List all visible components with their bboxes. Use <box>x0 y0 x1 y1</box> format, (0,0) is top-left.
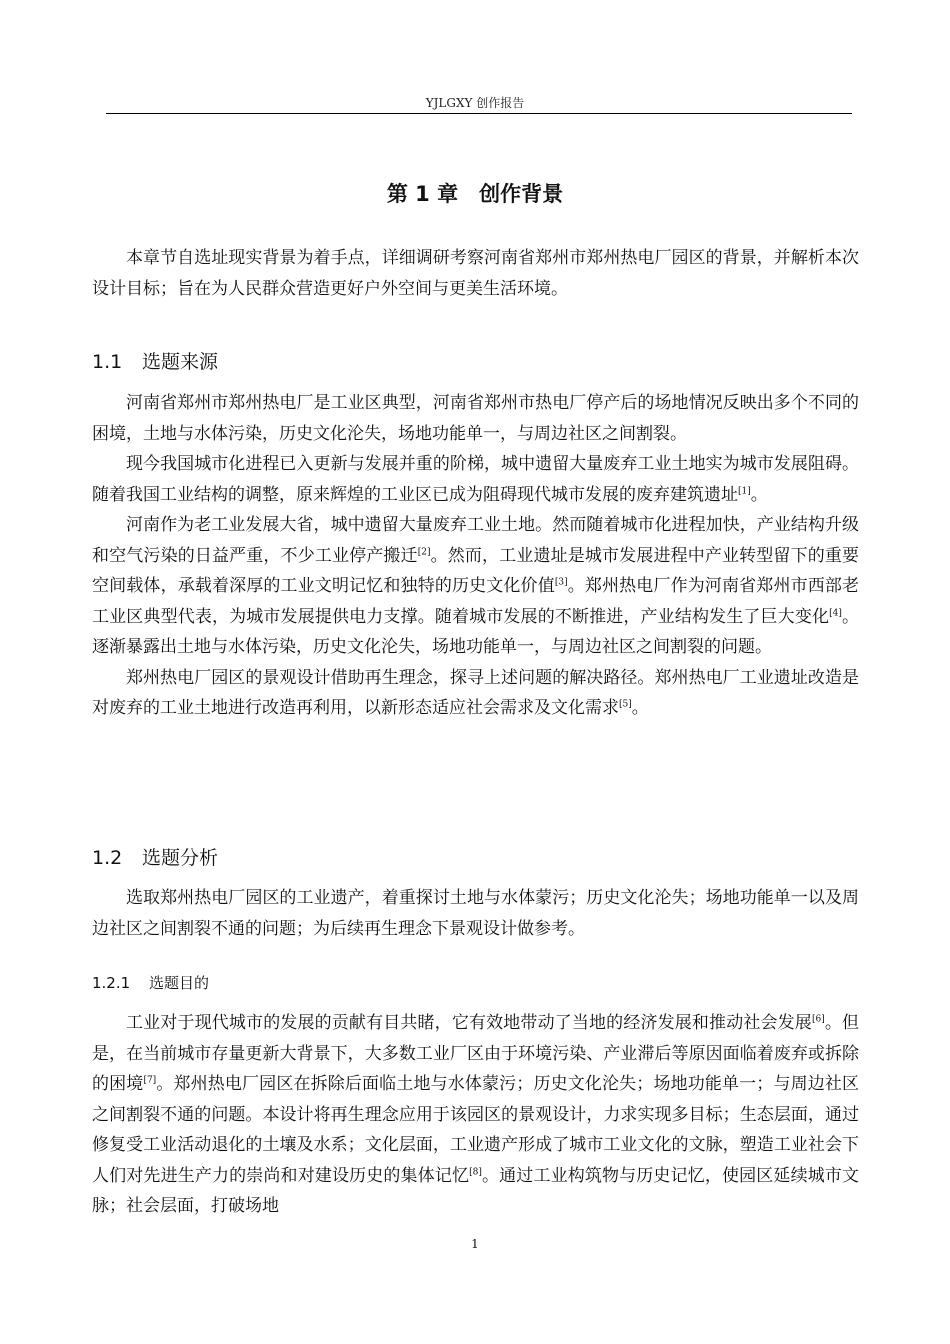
intro-paragraph: 本章节自选址现实背景为着手点，详细调研考察河南省郑州市郑州热电厂园区的背景，并解析本次设计目标；旨在为人民群众营造更好户外空间与更美生活环境。 <box>92 248 859 299</box>
section-number: 1.2 <box>92 847 123 869</box>
subsection-title: 选题目的 <box>149 974 210 992</box>
paragraph: 河南作为老工业发展大省，城中遗留大量废弃工业土地。然而随着城市化进程加快，产业结构升级和空气污染的日益严重，不少工业停产搬迁[2]。然而，工业遗址是城市发展进程中产业转型留下的重要空间载体，承载着深厚的工业文明记忆和独特的历史文化价值[3]。郑州热电厂作为河南省郑州市西部老工业区典型代表，为城市发展提供电力支撑。随着城市发展的不断推进，产业结构发生了巨大变化[4]。逐渐暴露出土地与水体污染，历史文化沦失，场地功能单一，与周边社区之间割裂的问题。 <box>92 515 860 657</box>
citation: [2] <box>417 546 431 557</box>
section-number: 1.1 <box>92 351 123 373</box>
section-1-2-body <box>92 883 859 944</box>
intro-block <box>92 243 859 304</box>
section-1-2-1-body <box>92 1008 859 1222</box>
subsection-heading-1-2-1 <box>92 972 209 993</box>
section-title: 选题来源 <box>142 351 219 373</box>
paragraph: 郑州热电厂园区的景观设计借助再生理念，探寻上述问题的解决路径。郑州热电厂工业遗址改造是对废弃的工业土地进行改造再利用，以新形态适应社会需求及文化需求[5]。 <box>92 667 859 718</box>
citation: [7] <box>143 1075 157 1086</box>
page-number: 1 <box>471 1237 479 1251</box>
section-1-1-body <box>92 388 859 724</box>
citation: [1] <box>738 485 751 496</box>
citation: [5] <box>619 699 632 710</box>
citation: [8] <box>469 1166 482 1177</box>
citation: [3] <box>554 577 568 588</box>
paragraph: 选取郑州热电厂园区的工业遗产，着重探讨土地与水体蒙污；历史文化沦失；场地功能单一以及周边社区之间割裂不通的问题；为后续再生理念下景观设计做参考。 <box>92 888 859 939</box>
section-heading-1-2 <box>92 843 218 870</box>
section-title: 选题分析 <box>142 847 219 869</box>
citation: [6] <box>811 1014 825 1025</box>
section-heading-1-1 <box>92 347 218 374</box>
subsection-number: 1.2.1 <box>92 974 131 992</box>
running-header: YJLGXY 创作报告 <box>425 96 525 110</box>
paragraph: 河南省郑州市郑州热电厂是工业区典型，河南省郑州市热电厂停产后的场地情况反映出多个不同的困境，土地与水体污染，历史文化沦失，场地功能单一，与周边社区之间割裂。 <box>92 393 859 444</box>
chapter-title: 第 1 章 创作背景 <box>386 182 564 206</box>
paragraph: 工业对于现代城市的发展的贡献有目共睹，它有效地带动了当地的经济发展和推动社会发展[6]。但是，在当前城市存量更新大背景下，大多数工业厂区由于环境污染、产业滞后等原因面临着废弃或拆除的困境[7]。郑州热电厂园区在拆除后面临土地与水体蒙污；历史文化沦失；场地功能单一；与周边社区之间割裂不通的问题。本设计将再生理念应用于该园区的景观设计，力求实现多目标；生态层面，通过修复受工业活动退化的土壤及水系；文化层面，工业遗产形成了城市工业文化的文脉，塑造工业社会下人们对先进生产力的崇尚和对建设历史的集体记忆[8]。通过工业构筑物与历史记忆，使园区延续城市文脉；社会层面，打破场地 <box>92 1013 860 1216</box>
header-rule <box>106 113 852 114</box>
citation: [4] <box>829 607 842 618</box>
paragraph: 现今我国城市化进程已入更新与发展并重的阶梯，城中遗留大量废弃工业土地实为城市发展阻碍。随着我国工业结构的调整，原来辉煌的工业区已成为阻碍现代城市发展的废弃建筑遗址[1]。 <box>92 454 859 505</box>
